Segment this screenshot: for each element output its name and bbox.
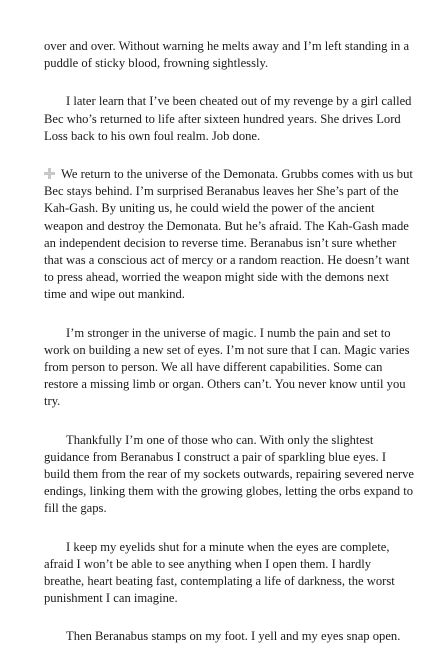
paragraph-2: I later learn that I’ve been cheated out of my revenge by a girl called Bec who’s returned to life after sixteen hundred years. She drives Lord Loss back to his own foul realm. Job done.	[44, 94, 412, 143]
paragraph-3-text: We return to the universe of the Demonata. Grubbs comes with us but Bec stays behind. I’m surprised Beranabus leaves her She’s part of the Kah-Gash. By uniting us, he could wield the power of the ancient weapon and destroy the Demonata. But he’s afraid. The Kah-Gash made an independent decision to reverse time. Beranabus isn’t sure whether that was a conscious act of mercy or a random reaction. He doesn’t want to press ahead, worried the weapon might side with the demons next time and wipe out mankind.	[44, 167, 413, 302]
document-page	[44, 38, 414, 667]
paragraph-3	[44, 166, 414, 304]
paragraph-1: over and over. Without warning he melts away and I’m left standing in a puddle of sticky blood, frowning sightlessly.	[44, 39, 410, 71]
paragraph-4: I’m stronger in the universe of magic. I numb the pain and set to work on building a new set of eyes. I’m not sure that I can. Magic varies from person to person. We all have different capabilities. Some can restore a missing limb or organ. Others can’t. You never know until you try.	[44, 325, 410, 409]
paragraph-7: Then Beranabus stamps on my foot. I yell and my eyes snap open.	[66, 629, 401, 644]
paragraph-6: I keep my eyelids shut for a minute when the eyes are complete, afraid I won’t be able to see anything when I open them. I hardly breathe, heart beating fast, contemplating a life of darkness, the worst punishment I can imagine.	[44, 539, 395, 606]
paragraph-5: Thankfully I’m one of those who can. With only the slightest guidance from Beranabus I construct a pair of sparkling blue eyes. I build them from the rear of my sockets outwards, repairing severed nerve endings, linking them with the growing globes, letting the orbs expand to fill the gaps.	[44, 432, 414, 516]
scene-break-icon	[44, 168, 55, 179]
